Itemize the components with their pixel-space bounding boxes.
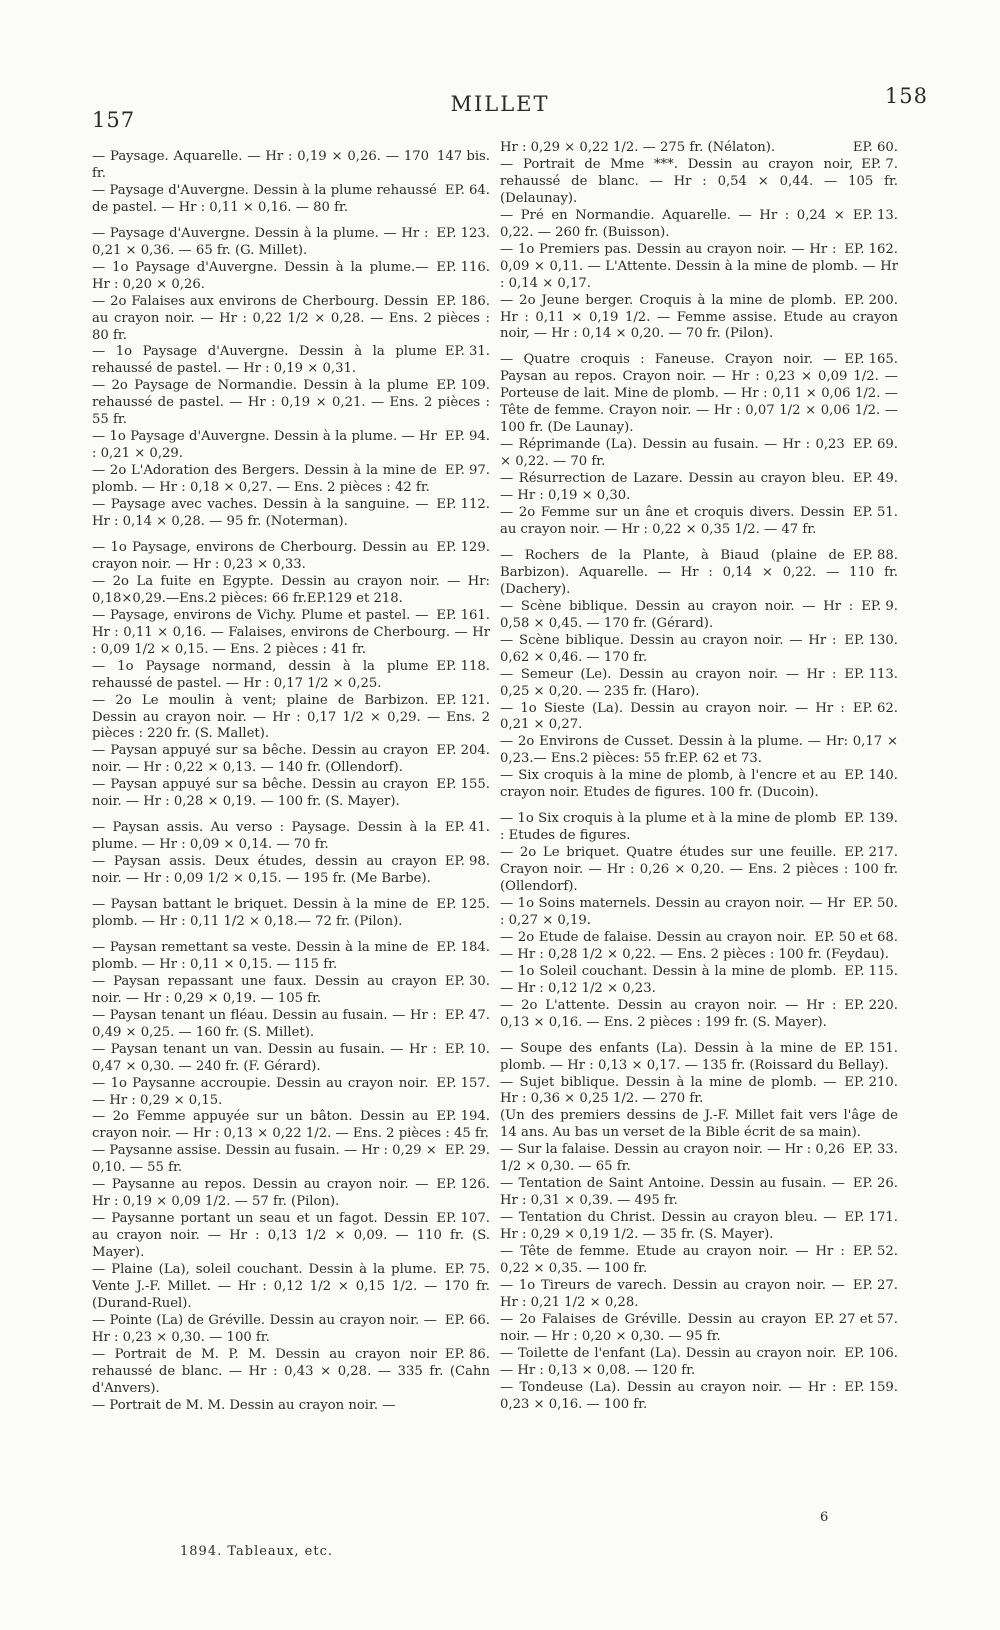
entry-text: — Paysan appuyé sur sa bêche. Dessin au crayon noir. — Hr : 0,28 × 0,19. — 100 fr. (S. Mayer).: [92, 777, 429, 810]
entry-reference: EP. 50.: [852, 895, 898, 911]
entry-reference: EP. 121.: [436, 692, 490, 708]
entry-reference: EP. 62.: [852, 700, 898, 716]
entry-text: Hr : 0,29 × 0,22 1/2. — 275 fr. (Nélaton).: [500, 140, 776, 155]
entry-text: — Portrait de M. M. Dessin au crayon noir. —: [92, 1397, 396, 1413]
catalogue-entry: [500, 1312, 898, 1346]
catalogue-entry: [500, 930, 898, 964]
catalogue-entry: [500, 633, 898, 667]
entry-reference: EP. 126.: [436, 1177, 490, 1193]
entry-reference: EP. 86.: [444, 1346, 490, 1362]
catalogue-entry: [500, 667, 898, 701]
entry-text: — 1o Paysanne accroupie. Dessin au crayon noir. — Hr : 0,29 × 0,15.: [92, 1075, 429, 1108]
footer-signature-mark: 6: [820, 1510, 829, 1525]
entry-text: — 1o Soins maternels. Dessin au crayon noir. — Hr : 0,27 × 0,19.: [500, 895, 845, 928]
entry-reference: EP. 112.: [436, 497, 490, 513]
entry-reference: EP. 157.: [436, 1075, 490, 1091]
entry-text: — 2o Jeune berger. Croquis à la mine de plomb. Hr : 0,11 × 0,19 1/2. — Femme assise. Etude au crayon noir, — Hr : 0,14 × 0,20. — 70 fr. (Pilon).: [500, 292, 898, 342]
entry-reference: EP. 129.: [436, 539, 490, 555]
entry-reference: EP. 155.: [436, 777, 490, 793]
entry-reference: EP. 118.: [436, 658, 490, 674]
catalogue-entry: [500, 845, 898, 896]
catalogue-entry: [500, 293, 898, 344]
entry-reference: EP. 41.: [444, 820, 490, 836]
entry-reference: EP. 109.: [436, 378, 490, 394]
entry-text: — 1o Paysage d'Auvergne. Dessin à la plume rehaussé de pastel. — Hr : 0,19 × 0,31.: [92, 344, 437, 377]
entry-reference: EP. 171.: [844, 1210, 898, 1226]
entry-reference: EP. 123.: [436, 225, 490, 241]
catalogue-entry: [92, 260, 490, 294]
catalogue-entry: [500, 1108, 898, 1142]
catalogue-entry: [500, 1278, 898, 1312]
entry-reference: EP. 9.: [861, 598, 898, 614]
entry-reference: EP. 7.: [861, 156, 898, 172]
entry-text: — Soupe des enfants (La). Dessin à la mine de plomb. — Hr : 0,13 × 0,17. — 135 fr. (Roissard du Bellay).: [500, 1040, 889, 1073]
entry-reference: EP. 210.: [844, 1074, 898, 1090]
catalogue-entry: [500, 599, 898, 633]
entry-text: — Pointe (La) de Gréville. Dessin au crayon noir. — Hr : 0,23 × 0,30. — 100 fr.: [92, 1312, 437, 1345]
entry-reference: EP. 113.: [844, 666, 898, 682]
entry-text: — 2o L'Adoration des Bergers. Dessin à la mine de plomb. — Hr : 0,18 × 0,27. — Ens. 2 pièces : 42 fr.: [92, 463, 437, 496]
entry-text: — 2o Femme appuyée sur un bâton. Dessin au crayon noir. — Hr : 0,13 × 0,22 1/2. — Ens. 2 pièces : 45 fr.: [92, 1109, 489, 1142]
entry-text: — Paysage avec vaches. Dessin à la sanguine. — Hr : 0,14 × 0,28. — 95 fr. (Noterman).: [92, 497, 429, 530]
catalogue-entry: [500, 1244, 898, 1278]
entry-text: — 2o Etude de falaise. Dessin au crayon noir. — Hr : 0,28 1/2 × 0,22. — Ens. 2 pièces : 100 fr. (Feydau).: [500, 929, 889, 962]
entry-text: — Tentation du Christ. Dessin au crayon bleu. — Hr : 0,29 × 0,19 1/2. — 35 fr. (S. Mayer).: [500, 1210, 837, 1243]
entry-reference: EP. 51.: [852, 505, 898, 521]
entry-text: — Tête de femme. Etude au crayon noir. — Hr : 0,22 × 0,35. — 100 fr.: [500, 1244, 845, 1276]
catalogue-entry: [500, 998, 898, 1032]
entry-reference: EP. 10.: [444, 1041, 490, 1057]
catalogue-entry: [92, 1143, 490, 1177]
catalogue-entry: [92, 1262, 490, 1313]
entry-text: — 2o Environs de Cusset. Dessin à la plume. — Hr: 0,17 × 0,23.— Ens.2 pièces: 55 fr.EP. 62 et 73.: [500, 734, 898, 767]
catalogue-entry: [500, 242, 898, 293]
catalogue-entry: [92, 344, 490, 378]
catalogue-entry: [92, 463, 490, 497]
running-title: MILLET: [450, 92, 550, 116]
catalogue-entry: [92, 183, 490, 217]
entry-text: — 2o Le moulin à vent; plaine de Barbizon. Dessin au crayon noir. — Hr : 0,17 1/2 × 0,29. — Ens. 2 pièces : 220 fr. (S. Mallet).: [92, 692, 490, 742]
catalogue-entry: [92, 1076, 490, 1110]
catalogue-entry: [500, 1075, 898, 1109]
catalogue-entry: [500, 1142, 898, 1176]
entry-reference: EP. 60.: [852, 140, 898, 155]
catalogue-entry: [500, 352, 898, 437]
entry-text: — Paysage. Aquarelle. — Hr : 0,19 × 0,26. — 170 fr.: [92, 149, 430, 181]
entry-reference: EP. 107.: [436, 1211, 490, 1227]
entry-reference: EP. 184.: [436, 939, 490, 955]
entry-reference: EP. 220.: [844, 997, 898, 1013]
catalogue-entry: [500, 1210, 898, 1244]
entry-reference: EP. 151.: [844, 1040, 898, 1056]
catalogue-entry: [500, 964, 898, 998]
entry-text: — 1o Paysage d'Auvergne. Dessin à la plume.— Hr : 0,20 × 0,26.: [92, 259, 429, 292]
entry-text: — Paysan battant le briquet. Dessin à la mine de plomb. — Hr : 0,11 1/2 × 0,18.— 72 fr. (Pilon).: [92, 897, 429, 929]
catalogue-entry: [500, 157, 898, 208]
catalogue-entry: [500, 1346, 898, 1380]
entry-reference: EP. 106.: [844, 1345, 898, 1361]
entry-text: — 1o Paysage d'Auvergne. Dessin à la plume. — Hr : 0,21 × 0,29.: [92, 429, 437, 462]
entry-reference: EP. 69.: [852, 437, 898, 453]
catalogue-entry: [92, 608, 490, 659]
catalogue-entry: [92, 940, 490, 974]
entry-reference: EP. 204.: [436, 743, 490, 759]
entry-reference: EP. 194.: [436, 1109, 490, 1125]
entry-reference: EP. 139.: [844, 811, 898, 827]
entry-text: — Paysage d'Auvergne. Dessin à la plume. — Hr : 0,21 × 0,36. — 65 fr. (G. Millet).: [92, 225, 429, 258]
entry-text: — 1o Soleil couchant. Dessin à la mine de plomb. — Hr : 0,12 1/2 × 0,23.: [500, 963, 837, 996]
catalogue-entry: [500, 1041, 898, 1075]
entry-reference: EP. 30.: [444, 973, 490, 989]
entry-text: — 2o L'attente. Dessin au crayon noir. — Hr : 0,13 × 0,16. — Ens. 2 pièces : 199 fr. (S. Mayer).: [500, 997, 837, 1030]
entry-text: — 2o Falaises aux environs de Cherbourg. Dessin au crayon noir. — Hr : 0,22 1/2 × 0,28. — Ens. 2 pièces : 80 fr.: [92, 293, 490, 343]
catalogue-entry: [92, 743, 490, 777]
entry-text: — Semeur (Le). Dessin au crayon noir. — Hr : 0,25 × 0,20. — 235 fr. (Haro).: [500, 666, 837, 699]
catalogue-entry: [500, 471, 898, 505]
entry-text: — Paysage d'Auvergne. Dessin à la plume rehaussé de pastel. — Hr : 0,11 × 0,16. — 80 fr.: [92, 182, 437, 215]
entry-reference: EP. 49.: [852, 471, 898, 487]
catalogue-entry: [92, 226, 490, 260]
catalogue-entry: [500, 811, 898, 845]
entry-text: — Paysan remettant sa veste. Dessin à la mine de plomb. — Hr : 0,11 × 0,15. — 115 fr.: [92, 939, 429, 972]
catalogue-entry: [92, 574, 490, 608]
entry-text: — Tondeuse (La). Dessin au crayon noir. — Hr : 0,23 × 0,16. — 100 fr.: [500, 1379, 837, 1412]
catalogue-entry: [500, 140, 898, 157]
catalogue-entry: [500, 734, 898, 768]
entry-text: — Sur la falaise. Dessin au crayon noir. — Hr : 0,26 1/2 × 0,30. — 65 fr.: [500, 1142, 845, 1175]
catalogue-entry: [92, 854, 490, 888]
catalogue-entry: [92, 897, 490, 931]
entry-text: — Pré en Normandie. Aquarelle. — Hr : 0,24 × 0,22. — 260 fr. (Buisson).: [500, 207, 845, 240]
entry-text: — 2o Falaises de Gréville. Dessin au crayon noir. — Hr : 0,20 × 0,30. — 95 fr.: [500, 1311, 807, 1344]
catalogue-entry: [92, 1211, 490, 1262]
catalogue-entry: [92, 378, 490, 429]
catalogue-entry: [500, 768, 898, 802]
catalogue-entry: [92, 1008, 490, 1042]
page-number-left: 157: [92, 108, 136, 132]
entry-text: — Paysan repassant une faux. Dessin au crayon noir. — Hr : 0,29 × 0,19. — 105 fr.: [92, 973, 437, 1006]
entry-reference: EP. 217.: [844, 845, 898, 861]
entry-text: — Tentation de Saint Antoine. Dessin au fusain. — Hr : 0,31 × 0,39. — 495 fr.: [500, 1176, 845, 1209]
entry-reference: EP. 186.: [436, 293, 490, 309]
entry-text: — 1o Paysage, environs de Cherbourg. Dessin au crayon noir. — Hr : 0,23 × 0,33.: [92, 539, 429, 572]
catalogue-entry: [92, 659, 490, 693]
entry-text: — Scène biblique. Dessin au crayon noir. — Hr : 0,62 × 0,46. — 170 fr.: [500, 632, 837, 665]
entry-reference: EP. 47.: [444, 1007, 490, 1023]
catalogue-entry: [500, 1380, 898, 1414]
entry-reference: EP. 125.: [436, 897, 490, 913]
catalogue-entry: [92, 693, 490, 744]
entry-text: — 2o Le briquet. Quatre études sur une feuille. Crayon noir. — Hr : 0,26 × 0,20. — Ens. 2 pièces : 100 fr. (Ollendorf).: [500, 845, 898, 895]
entry-text: — Paysage, environs de Vichy. Plume et pastel. — Hr : 0,11 × 0,16. — Falaises, environs de Cherbourg. — Hr : 0,09 1/2 × 0,15. — Ens. 2 pièces : 41 fr.: [92, 607, 490, 657]
entry-reference: EP. 115.: [844, 963, 898, 979]
entry-reference: EP. 13.: [852, 207, 898, 223]
entry-reference: EP. 98.: [444, 854, 490, 870]
catalogue-entry: [92, 1177, 490, 1211]
catalogue-entry: [92, 540, 490, 574]
entry-reference: EP. 27 et 57.: [814, 1311, 898, 1327]
entry-reference: EP. 27.: [852, 1277, 898, 1293]
entry-reference: EP. 162.: [844, 241, 898, 257]
entry-text: — 1o Sieste (La). Dessin au crayon noir. — Hr : 0,21 × 0,27.: [500, 700, 845, 733]
entry-text: — Paysanne portant un seau et un fagot. Dessin au crayon noir. — Hr : 0,13 1/2 × 0,09. — 110 fr. (S. Mayer).: [92, 1211, 490, 1261]
entry-reference: EP. 165.: [844, 352, 898, 368]
entry-reference: EP. 116.: [436, 259, 490, 275]
catalogue-entry: [92, 497, 490, 531]
footer-signature-line: 1894. Tableaux, etc.: [180, 1544, 333, 1559]
entry-text: — Paysanne assise. Dessin au fusain. — Hr : 0,29 × 0,10. — 55 fr.: [92, 1143, 437, 1176]
entry-text: — 1o Premiers pas. Dessin au crayon noir. — Hr : 0,09 × 0,11. — L'Attente. Dessin à la mine de plomb. — Hr : 0,14 × 0,17.: [500, 241, 898, 291]
entry-text: — Toilette de l'enfant (La). Dessin au crayon noir. — Hr : 0,13 × 0,08. — 120 fr.: [500, 1345, 837, 1378]
entry-reference: EP. 159.: [844, 1379, 898, 1395]
entry-text: — Paysanne au repos. Dessin au crayon noir. — Hr : 0,19 × 0,09 1/2. — 57 fr. (Pilon).: [92, 1177, 429, 1210]
entry-text: — Paysan assis. Au verso : Paysage. Dessin à la plume. — Hr : 0,09 × 0,14. — 70 fr.: [92, 820, 437, 853]
catalogue-entry: [500, 896, 898, 930]
entry-text: — Paysan tenant un van. Dessin au fusain. — Hr : 0,47 × 0,30. — 240 fr. (F. Gérard).: [92, 1041, 437, 1074]
entry-text: — Sujet biblique. Dessin à la mine de plomb. — Hr : 0,36 × 0,25 1/2. — 270 fr.: [500, 1074, 837, 1107]
catalogue-entry: [92, 429, 490, 463]
entry-reference: EP. 52.: [852, 1244, 898, 1260]
entry-text: — Rochers de la Plante, à Biaud (plaine de Barbizon). Aquarelle. — Hr : 0,14 × 0,22. — 110 fr. (Dachery).: [500, 547, 898, 597]
entry-text: — Portrait de Mme ***. Dessin au crayon noir, rehaussé de blanc. — Hr : 0,54 × 0,44. — 105 fr. (Delaunay).: [500, 156, 898, 206]
entry-text: — Scène biblique. Dessin au crayon noir. — Hr : 0,58 × 0,45. — 170 fr. (Gérard).: [500, 598, 854, 631]
catalogue-entry: [92, 294, 490, 345]
catalogue-entry: [92, 1042, 490, 1076]
entry-reference: EP. 33.: [852, 1142, 898, 1158]
entry-text: — 1o Six croquis à la plume et à la mine de plomb : Etudes de figures.: [500, 811, 837, 844]
entry-reference: EP. 200.: [844, 292, 898, 308]
catalogue-entry: [92, 777, 490, 811]
entry-reference: 147 bis.: [437, 149, 490, 164]
right-column: [500, 140, 898, 1414]
entry-text: — 1o Tireurs de varech. Dessin au crayon noir. — Hr : 0,21 1/2 × 0,28.: [500, 1277, 845, 1310]
catalogue-entry: [92, 1109, 490, 1143]
left-column: [92, 140, 490, 1415]
entry-text: — Quatre croquis : Faneuse. Crayon noir. — Paysan au repos. Crayon noir. — Hr : 0,23 × 0,09 1/2. — Porteuse de lait. Mine de plomb. — Hr : 0,11 × 0,06 1/2. — Tête de femme. Crayon noir. — Hr : 0,07 1/2 × 0,06 1/2. — 100 fr. (De Launay).: [500, 352, 898, 436]
entry-reference: EP. 29.: [444, 1143, 490, 1159]
entry-text: — Paysan appuyé sur sa bêche. Dessin au crayon noir. — Hr : 0,22 × 0,13. — 140 fr. (Ollendorf).: [92, 743, 429, 776]
entry-text: — 2o Femme sur un âne et croquis divers. Dessin au crayon noir. — Hr : 0,22 × 0,35 1/2. — 47 fr.: [500, 505, 845, 537]
entry-text: (Un des premiers dessins de J.-F. Millet fait vers l'âge de 14 ans. Au bas un verset de la Bible écrit de sa main).: [500, 1108, 898, 1141]
entry-reference: EP. 97.: [444, 463, 490, 479]
entry-reference: EP. 31.: [444, 344, 490, 360]
catalogue-entry: [500, 437, 898, 471]
entry-text: — Réprimande (La). Dessin au fusain. — Hr : 0,23 × 0,22. — 70 fr.: [500, 437, 845, 470]
entry-text: — 2o La fuite en Egypte. Dessin au crayon noir. — Hr: 0,18×0,29.—Ens.2 pièces: 66 fr.EP.129 et 218.: [92, 573, 490, 606]
entry-text: — Paysan assis. Deux études, dessin au crayon noir. — Hr : 0,09 1/2 × 0,15. — 195 fr. (Me Barbe).: [92, 854, 437, 887]
catalogue-entry: [92, 974, 490, 1008]
catalogue-entry: [500, 1176, 898, 1210]
catalogue-entry: [92, 1313, 490, 1347]
entry-reference: EP. 140.: [844, 768, 898, 784]
entry-reference: EP. 88.: [852, 547, 898, 563]
entry-reference: EP. 26.: [852, 1176, 898, 1192]
catalogue-entry: [92, 149, 490, 183]
catalogue-entry: [92, 1398, 490, 1415]
catalogue-entry: [92, 820, 490, 854]
entry-text: — Six croquis à la mine de plomb, à l'encre et au crayon noir. Etudes de figures. 100 fr. (Ducoin).: [500, 768, 837, 801]
entry-reference: EP. 161.: [436, 607, 490, 623]
entry-text: — Plaine (La), soleil couchant. Dessin à la plume. Vente J.-F. Millet. — Hr : 0,12 1/2 × 0,15 1/2. — 170 fr. (Durand-Ruel).: [92, 1262, 490, 1311]
page-number-right: 158: [884, 84, 928, 108]
catalogue-entry: [500, 505, 898, 539]
entry-text: — Paysan tenant un fléau. Dessin au fusain. — Hr : 0,49 × 0,25. — 160 fr. (S. Millet).: [92, 1007, 437, 1040]
entry-reference: EP. 75.: [444, 1262, 490, 1278]
entry-reference: EP. 50 et 68.: [814, 929, 898, 945]
entry-reference: EP. 130.: [844, 632, 898, 648]
entry-text: — 1o Paysage normand, dessin à la plume rehaussé de pastel. — Hr : 0,17 1/2 × 0,25.: [92, 658, 429, 691]
entry-reference: EP. 94.: [444, 429, 490, 445]
entry-text: — Portrait de M. P. M. Dessin au crayon noir rehaussé de blanc. — Hr : 0,43 × 0,28. — 335 fr. (Cahn d'Anvers).: [92, 1346, 490, 1396]
catalogue-entry: [92, 1347, 490, 1398]
entry-reference: EP. 66.: [444, 1312, 490, 1328]
entry-text: — 2o Paysage de Normandie. Dessin à la plume rehaussé de pastel. — Hr : 0,19 × 0,21. — Ens. 2 pièces : 55 fr.: [92, 378, 490, 428]
catalogue-entry: [500, 548, 898, 599]
entry-text: — Résurrection de Lazare. Dessin au crayon bleu. — Hr : 0,19 × 0,30.: [500, 471, 845, 504]
catalogue-entry: [500, 701, 898, 735]
catalogue-entry: [500, 208, 898, 242]
entry-reference: EP. 64.: [444, 182, 490, 198]
